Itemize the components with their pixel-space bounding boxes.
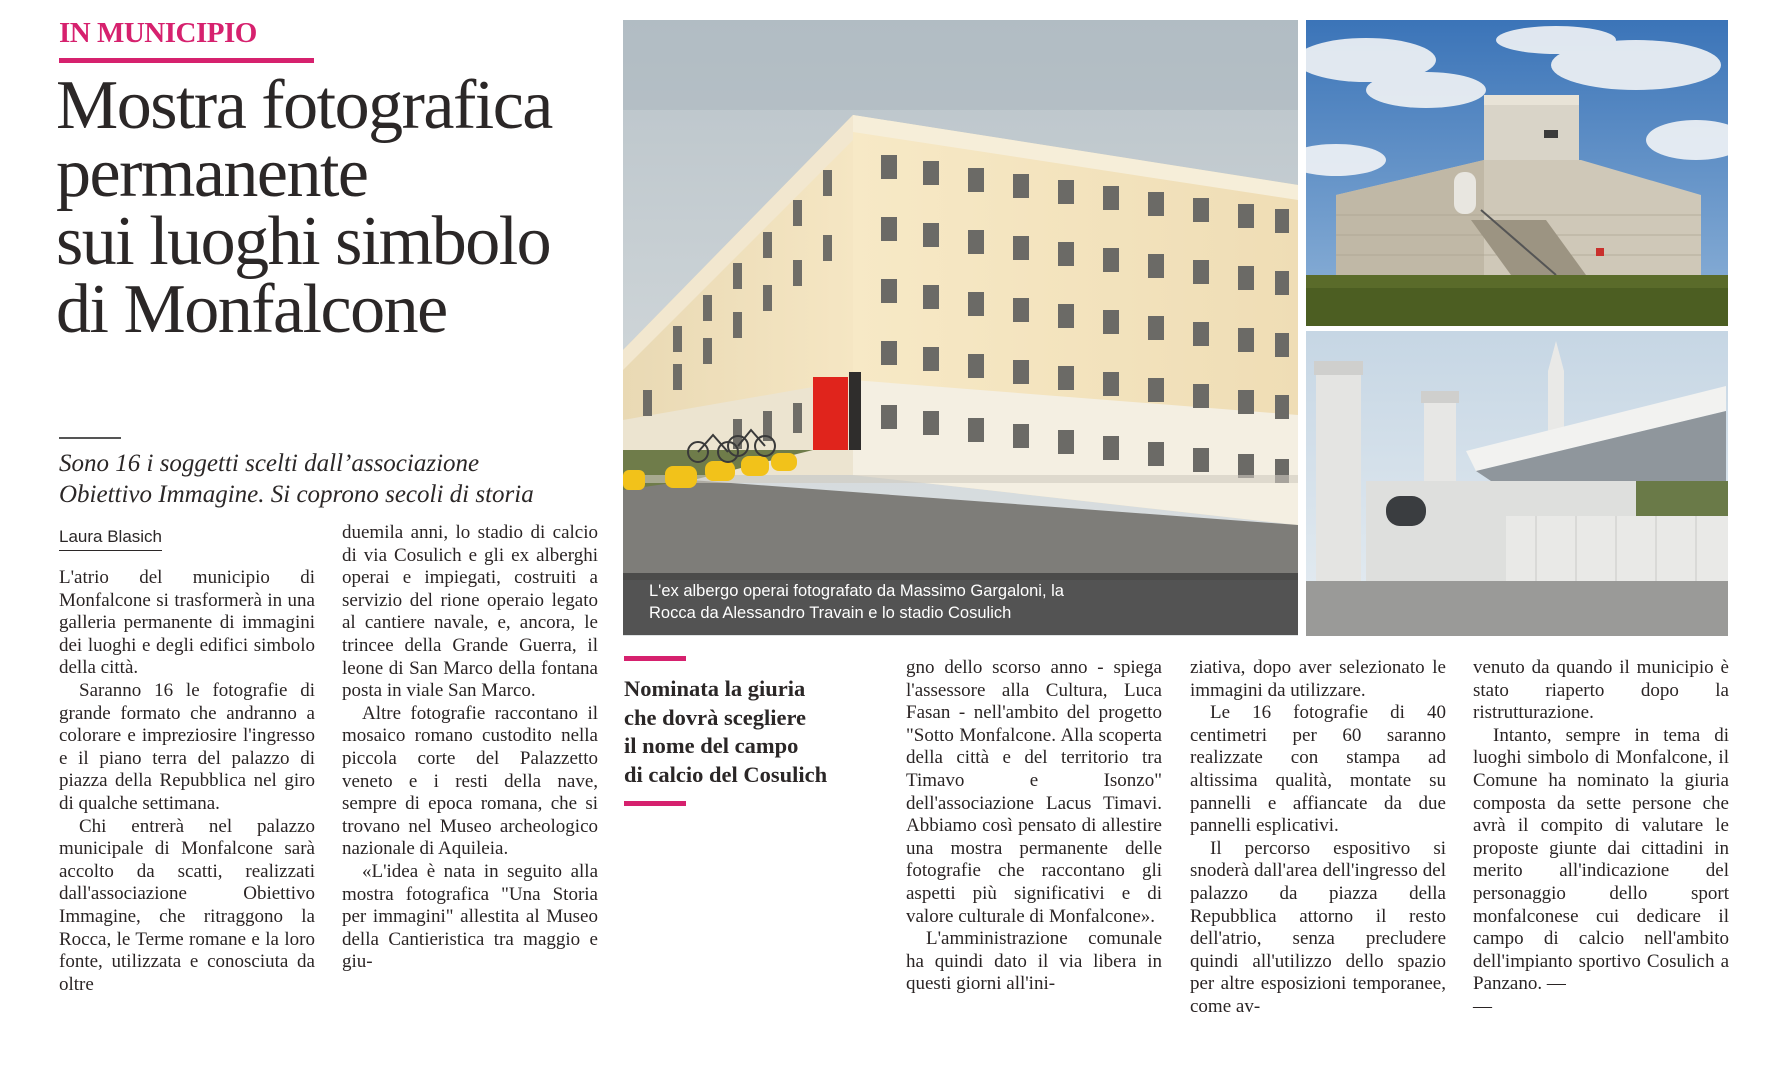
- article-column-3: [906, 657, 1162, 996]
- subheadline-line: Sono 16 i soggetti scelti dall’associazione: [59, 450, 480, 477]
- paragraph: L'atrio del municipio di Monfalcone si trasformerà in una galleria permanente di immagini dei luoghi e degli edifici simbolo della città.: [59, 567, 315, 679]
- paragraph: ziativa, dopo aver selezionato le immagini da utilizzare.: [1190, 657, 1446, 701]
- divider: [59, 437, 121, 439]
- article-column-4: [1190, 657, 1446, 1019]
- paragraph: Chi entrerà nel palazzo municipale di Monfalcone sarà accolto da scatti, realizzati dall'associazione Obiettivo Immagine, che ritraggono la Rocca, le Terme romane e la loro fonte, utilizzata e conosciuta da oltre: [59, 815, 315, 995]
- photo-caption: [623, 573, 1298, 635]
- photo-rocca: [1306, 20, 1728, 326]
- caption-line: Rocca da Alessandro Travain e lo stadio Cosulich: [649, 604, 1012, 622]
- pull-quote-rule-top: [624, 656, 686, 661]
- photo-stadio-cosulich: [1306, 331, 1728, 636]
- end-mark: —: [1473, 995, 1492, 1017]
- pull-quote-line: di calcio del Cosulich: [624, 761, 828, 787]
- paragraph: Altre fotografie raccontano il mosaico romano custodito nella piccola corte del Palazzetto veneto e i resti della nave, sempre di epoca romana, che si trovano nel Museo archeologico nazionale di Aquileia.: [342, 702, 598, 860]
- section-kicker: IN MUNICIPIO: [59, 17, 257, 49]
- paragraph: Le 16 fotografie di 40 centimetri per 60 saranno realizzate con stampa ad altissima qualità, montate su pannelli e affiancate da due pannelli esplicativi.: [1190, 702, 1446, 837]
- paragraph: duemila anni, lo stadio di calcio di via Cosulich e gli ex alberghi operai e impiegati, costruiti a servizio del rione operaio legato al cantiere navale, e, ancora, le trincee della Grande Guerra, il leone di San Marco della fontana posta in viale San Marco.: [342, 522, 598, 702]
- subheadline: [59, 448, 619, 510]
- paragraph: venuto da quando il municipio è stato riaperto dopo la ristrutturazione.: [1473, 657, 1729, 724]
- paragraph: Il percorso espositivo si snoderà dall'area dell'ingresso del palazzo da piazza della Repubblica attorno il resto dell'atrio, senza precludere quindi all'utilizzo dello spazio per altre esposizioni temporanee, come av-: [1190, 837, 1446, 1017]
- article-column-5: [1473, 657, 1729, 1019]
- headline-line: sui luoghi simbolo: [56, 203, 551, 280]
- headline-line: Mostra fotografica: [56, 67, 552, 144]
- pull-quote: [624, 675, 889, 789]
- article-column-1: [59, 567, 315, 996]
- headline-line: permanente: [56, 135, 368, 212]
- pull-quote-line: Nominata la giuria: [624, 676, 806, 701]
- paragraph: L'amministrazione comunale ha quindi dato il via libera in questi giorni all'ini-: [906, 928, 1162, 995]
- subheadline-line: Obiettivo Immagine. Si coprono secoli di storia: [59, 481, 534, 508]
- headline: [56, 67, 616, 348]
- byline: Laura Blasich: [59, 527, 162, 551]
- pull-quote-rule-bottom: [624, 801, 686, 806]
- headline-line: di Monfalcone: [56, 271, 447, 348]
- pull-quote-line: che dovrà scegliere: [624, 704, 807, 730]
- article-column-2: [342, 522, 598, 974]
- kicker-rule: [59, 58, 314, 63]
- paragraph: Intanto, sempre in tema di luoghi simbolo di Monfalcone, il Comune ha nominato la giuria composta da sette persone che avrà il compito di valutare le proposte giunte dai cittadini in merito all'indicazione del personaggio dello sport monfalconese cui dedicare il campo di calcio nell'ambito dell'impianto sportivo Cosulich a Panzano. —: [1473, 724, 1729, 995]
- paragraph: Saranno 16 le fotografie di grande formato che andranno a colorare e impreziosire l'ingresso e il piano terra del palazzo di piazza della Repubblica nel giro di qualche settimana.: [59, 679, 315, 814]
- caption-line: L'ex albergo operai fotografato da Massimo Gargaloni, la: [649, 582, 1064, 600]
- pull-quote-line: il nome del campo: [624, 733, 799, 758]
- paragraph: «L'idea è nata in seguito alla mostra fotografica "Una Storia per immagini" allestita al Museo della Cantieristica tra maggio e giu-: [342, 860, 598, 973]
- paragraph: gno dello scorso anno - spiega l'assessore alla Cultura, Luca Fasan - nell'ambito del progetto "Sotto Monfalcone. Alla scoperta della città e del territorio tra Timavo e Isonzo" dell'associazione Lacus Timavi. Abbiamo così pensato di allestire una mostra permanente delle fotografie che raccontano gli aspetti più significativi e di valore culturale di Monfalcone».: [906, 657, 1162, 927]
- photo-ex-albergo-operai: [623, 20, 1298, 636]
